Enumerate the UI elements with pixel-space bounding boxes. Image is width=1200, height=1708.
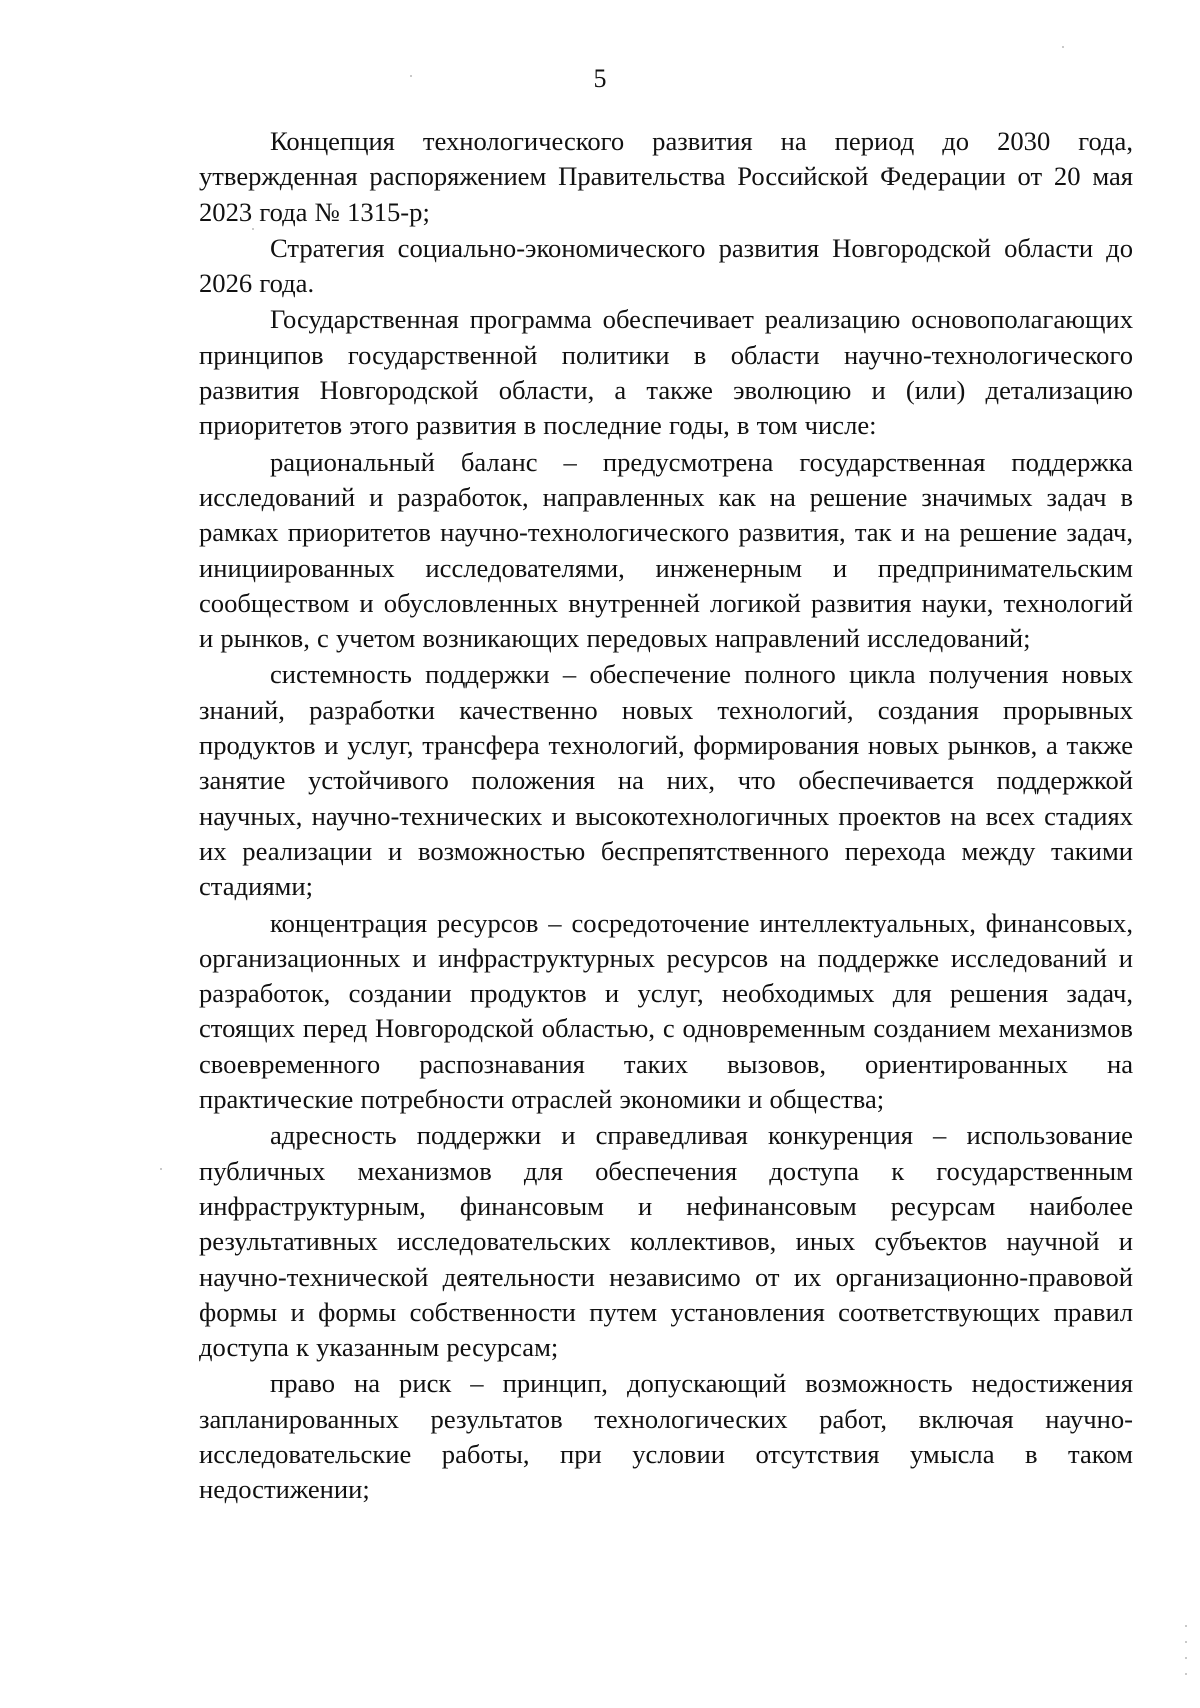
page-number: 5 [593, 64, 607, 93]
scan-speck [1185, 1673, 1187, 1675]
paragraph-right-to-risk: право на риск – принцип, допускающий возможность недостижения запланированных результатов технологических работ, включая научно-исследовательские работы, при условии отсутствия умысла в таком недостижении; [199, 1368, 1133, 1505]
document-body [199, 124, 1133, 1508]
paragraph-regional-strategy: Стратегия социально-экономического развития Новгородской области до 2026 года. [199, 232, 1133, 299]
scan-speck [1185, 1641, 1187, 1643]
paragraph-resource-concentration: концентрация ресурсов – сосредоточение интеллектуальных, финансовых, организационных и инфраструктурных ресурсов на поддержке исследований и разработок, создании продуктов и услуг, необходимых для решения задач, стоящих перед Новгородской областью, с одновременным созданием механизмов своевременного распознавания таких вызовов, ориентированных на практические потребности отраслей экономики и общества; [199, 907, 1133, 1115]
scan-speck [1062, 46, 1064, 48]
paragraph-rational-balance: рациональный баланс – предусмотрена государственная поддержка исследований и разработок, направленных как на решение значимых задач в рамках приоритетов научно-технологического развития, так и на решение задач, инициированных исследователями, инженерным и предпринимательским сообществом и обусловленных внутренней логикой развития науки, технологий и рынков, с учетом возникающих передовых направлений исследований; [199, 446, 1133, 654]
scan-speck [252, 228, 254, 230]
scan-speck [1185, 1625, 1187, 1627]
scan-speck [160, 1168, 162, 1170]
paragraph-systematic-support: системность поддержки – обеспечение полного цикла получения новых знаний, разработки качественно новых технологий, создания прорывных продуктов и услуг, трансфера технологий, формирования новых рынков, а также занятие устойчивого положения на них, что обеспечивается поддержкой научных, научно-технических и высокотехнологичных проектов на всех стадиях их реализации и возможностью беспрепятственного перехода между такими стадиями; [199, 659, 1133, 902]
paragraph-program-principles: Государственная программа обеспечивает реализацию основополагающих принципов государственной политики в области научно-технологического развития Новгородской области, а также эволюцию и (или) детализацию приоритетов этого развития в последние годы, в том числе: [199, 304, 1133, 441]
paragraph-technology-concept: Концепция технологического развития на период до 2030 года, утвержденная распоряжением Правительства Российской Федерации от 20 мая 2023 года № 1315-р; [199, 126, 1133, 227]
scan-speck [1185, 1657, 1187, 1659]
paragraph-targeted-support: адресность поддержки и справедливая конкуренция – использование публичных механизмов для обеспечения доступа к государственным инфраструктурным, финансовым и нефинансовым ресурсам наиболее результативных исследовательских коллективов, иных субъектов научной и научно-технической деятельности независимо от их организационно-правовой формы и формы собственности путем установления соответствующих правил доступа к указанным ресурсам; [199, 1120, 1133, 1363]
scan-speck [410, 75, 412, 77]
